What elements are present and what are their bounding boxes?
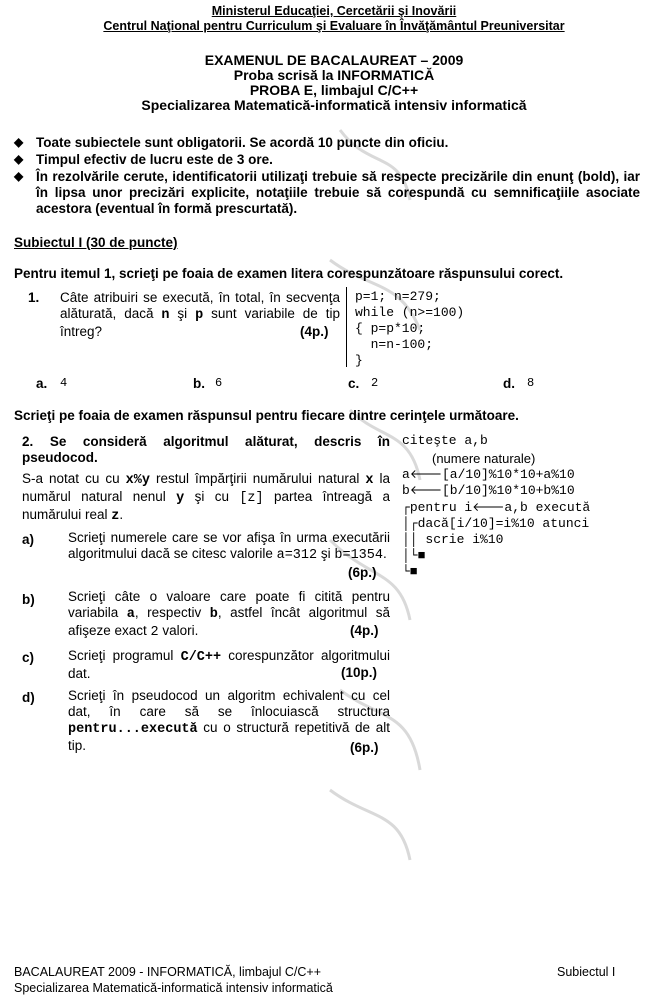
algorithm-line: (numere naturale): [432, 451, 536, 466]
question-2-description: S-a notat cu cu x%y restul împărţirii numărului natural x la numărul natural nenul y şi cu [z] partea întreagă a numărului real z.: [22, 471, 390, 524]
diamond-bullet-icon: ◆: [14, 152, 24, 166]
exam-subject: Proba scrisă la INFORMATICĂ: [233, 67, 435, 83]
option-letter: a.: [36, 376, 48, 391]
instruction-item-1: Pentru itemul 1, scrieţi pe foaia de examen litera corespunzătoare răspunsului corect.: [14, 266, 564, 281]
item-b-points: (4p.): [350, 623, 379, 638]
item-a-text: Scrieţi numerele care se vor afişa în urma executării algoritmului dacă se citesc valorile a=312 şi b=1354.: [68, 530, 390, 563]
option-letter: b.: [193, 376, 205, 391]
code-line: n=n-100;: [355, 337, 434, 352]
code-line: p=1; n=279;: [355, 289, 441, 304]
rule-item: ◆ Toate subiectele sunt obligatorii. Se acordă 10 puncte din oficiu.: [14, 135, 449, 150]
code-line: while (n>=100): [355, 305, 465, 320]
algorithm-line: ┌pentru i🡐a,b execută: [402, 500, 591, 515]
item-d-points: (6p.): [350, 740, 379, 755]
assign-arrow-icon: 🡐: [472, 500, 505, 514]
diamond-bullet-icon: ◆: [14, 169, 24, 183]
option-value: 8: [527, 376, 535, 390]
option-letter: d.: [503, 376, 515, 391]
center-header: Centrul Naţional pentru Curriculum şi Evaluare în Învăţământul Preuniversitar: [103, 19, 565, 33]
item-b-letter: b): [22, 592, 35, 607]
question-1-text: Câte atribuiri se execută, în total, în secvenţa alăturată, dacă n şi p sunt variabile de tip întreg?: [60, 290, 340, 339]
item-c-letter: c): [22, 650, 35, 665]
item-a-points: (6p.): [348, 565, 377, 580]
item-c-text: Scrieţi programul C/C++ corespunzător algoritmului dat.: [68, 648, 390, 681]
item-a-letter: a): [22, 532, 35, 547]
algorithm-line: citeşte a,b: [402, 433, 488, 448]
item-d-letter: d): [22, 690, 35, 705]
algorithm-line: ││ scrie i%10: [402, 532, 504, 547]
item-c-points: (10p.): [341, 665, 378, 680]
rule-item: ◆ În rezolvările cerute, identificatorii utilizaţi trebuie să respecte precizările din enunţ (bold), iar în lipsa unor precizări explicite, notaţiile trebuie să corespundă cu semnificaţiile asociate acestora (eventual în formă prescurtată).: [14, 169, 640, 216]
footer-left-line-2: Specializarea Matematică-informatică intensiv informatică: [14, 981, 333, 995]
algorithm-line: b🡐[b/10]%10*10+b%10: [402, 483, 575, 498]
diamond-bullet-icon: ◆: [14, 135, 24, 149]
question-1-points: (4p.): [300, 324, 329, 339]
assign-arrow-icon: 🡐: [409, 467, 442, 481]
footer-left-line-1: BACALAUREAT 2009 - INFORMATICĂ, limbajul C/C++: [14, 965, 322, 979]
exam-specialization: Specializarea Matematică-informatică intensiv informatică: [141, 97, 527, 113]
subject-heading: Subiectul I (30 de puncte): [14, 235, 178, 250]
footer-right: Subiectul I: [557, 965, 616, 979]
option-letter: c.: [348, 376, 360, 391]
algorithm-line: a🡐[a/10]%10*10+a%10: [402, 467, 575, 482]
algorithm-line: │└■: [402, 548, 426, 563]
algorithm-line: │┌dacă[i/10]=i%10 atunci: [402, 516, 590, 531]
option-value: 4: [60, 376, 68, 390]
instruction-item-2: Scrieţi pe foaia de examen răspunsul pentru fiecare dintre cerinţele următoare.: [14, 408, 519, 423]
algorithm-line: └■: [402, 564, 418, 579]
item-d-text: Scrieţi în pseudocod un algoritm echivalent cu cel dat, în care să se înlocuiască structura pentru...execută cu o structură repetitivă de alt tip.: [68, 688, 390, 753]
question-1-number: 1.: [28, 290, 40, 305]
option-value: 2: [371, 376, 379, 390]
item-b-text: Scrieţi câte o valoare care poate fi citită pentru variabila a, respectiv b, astfel încât algoritmul să afişeze exact 2 valori.: [68, 589, 390, 640]
code-line: { p=p*10;: [355, 321, 426, 336]
rule-item: ◆ Timpul efectiv de lucru este de 3 ore.: [14, 152, 273, 167]
ministry-header: Ministerul Educaţiei, Cercetării şi Inovării: [211, 4, 457, 18]
exam-title: EXAMENUL DE BACALAUREAT – 2009: [204, 52, 464, 68]
code-divider: [346, 287, 347, 367]
assign-arrow-icon: 🡐: [409, 483, 442, 497]
code-line: }: [355, 353, 363, 368]
option-value: 6: [215, 376, 223, 390]
question-2-heading: 2. Se consideră algoritmul alăturat, descris în pseudocod.: [22, 434, 390, 465]
exam-probe: PROBA E, limbajul C/C++: [249, 82, 419, 98]
